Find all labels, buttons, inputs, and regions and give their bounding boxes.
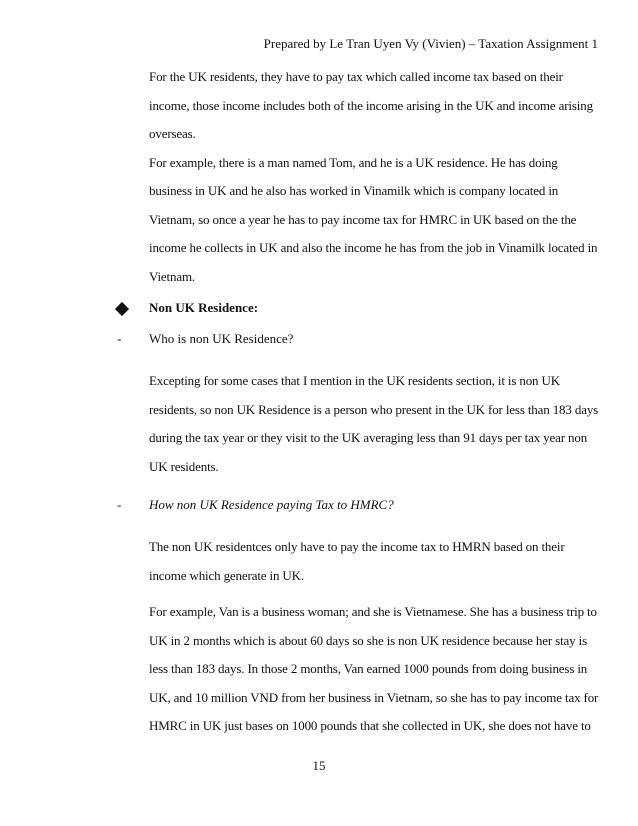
list-dash-marker: - — [117, 497, 122, 512]
paragraph-line: income, those income includes both of the income arising in the UK and income arising — [149, 97, 593, 113]
uk-residents-section — [149, 63, 604, 291]
paragraph-line: For example, Van is a business woman; and she is Vietnamese. She has a business trip to — [149, 604, 597, 619]
paragraph-line: income which generate in UK. — [149, 567, 304, 583]
paragraph-line: Vietnam, so once a year he has to pay income tax for HMRC in UK based on the the — [149, 211, 577, 227]
page-header: Prepared by Le Tran Uyen Vy (Vivien) – Taxation Assignment 1 — [263, 36, 598, 51]
paragraph-line: UK in 2 months which is about 60 days so she is non UK residence because her stay is — [149, 632, 587, 648]
paragraph-line: residents, so non UK Residence is a person who present in the UK for less than 183 days — [149, 401, 599, 417]
paragraph-line: HMRC in UK just bases on 1000 pounds that she collected in UK, she does not have to — [149, 718, 591, 733]
list-dash-marker: - — [117, 331, 122, 346]
question-how-pay-tax: How non UK Residence paying Tax to HMRC? — [149, 497, 394, 512]
paragraph-line: For example, there is a man named Tom, and he is a UK residence. He has doing — [149, 154, 558, 170]
paragraph-line: The non UK residentces only have to pay the income tax to HMRN based on their — [149, 539, 565, 554]
section-heading: Non UK Residence: — [149, 300, 259, 315]
paragraph-line: business in UK and he also has worked in Vinamilk which is company located in — [149, 183, 559, 198]
diamond-bullet-icon — [115, 302, 129, 316]
paragraph-line: UK residents. — [149, 458, 219, 474]
paragraph-line: less than 183 days. In those 2 months, Van earned 1000 pounds from doing business in — [149, 661, 588, 676]
paragraph-line: Vietnam. — [149, 268, 196, 284]
example-van — [149, 598, 604, 741]
paragraph-line: For the UK residents, they have to pay tax which called income tax based on their — [149, 69, 563, 84]
page-number: 15 — [312, 758, 326, 773]
question-who-is-non-uk: Who is non UK Residence? — [149, 331, 294, 346]
paragraph-line: income he collects in UK and also the income he has from the job in Vinamilk located in — [149, 240, 598, 255]
paragraph-line: overseas. — [149, 126, 196, 141]
answer-how-pay-tax — [149, 533, 604, 590]
paragraph-line: during the tax year or they visit to the UK averaging less than 91 days per tax year non — [149, 430, 588, 445]
paragraph-line: Excepting for some cases that I mention in the UK residents section, it is non UK — [149, 373, 560, 388]
paragraph-line: UK, and 10 million VND from her business in Vietnam, so she has to pay income tax for — [149, 689, 599, 705]
answer-who-is-non-uk — [149, 367, 604, 481]
